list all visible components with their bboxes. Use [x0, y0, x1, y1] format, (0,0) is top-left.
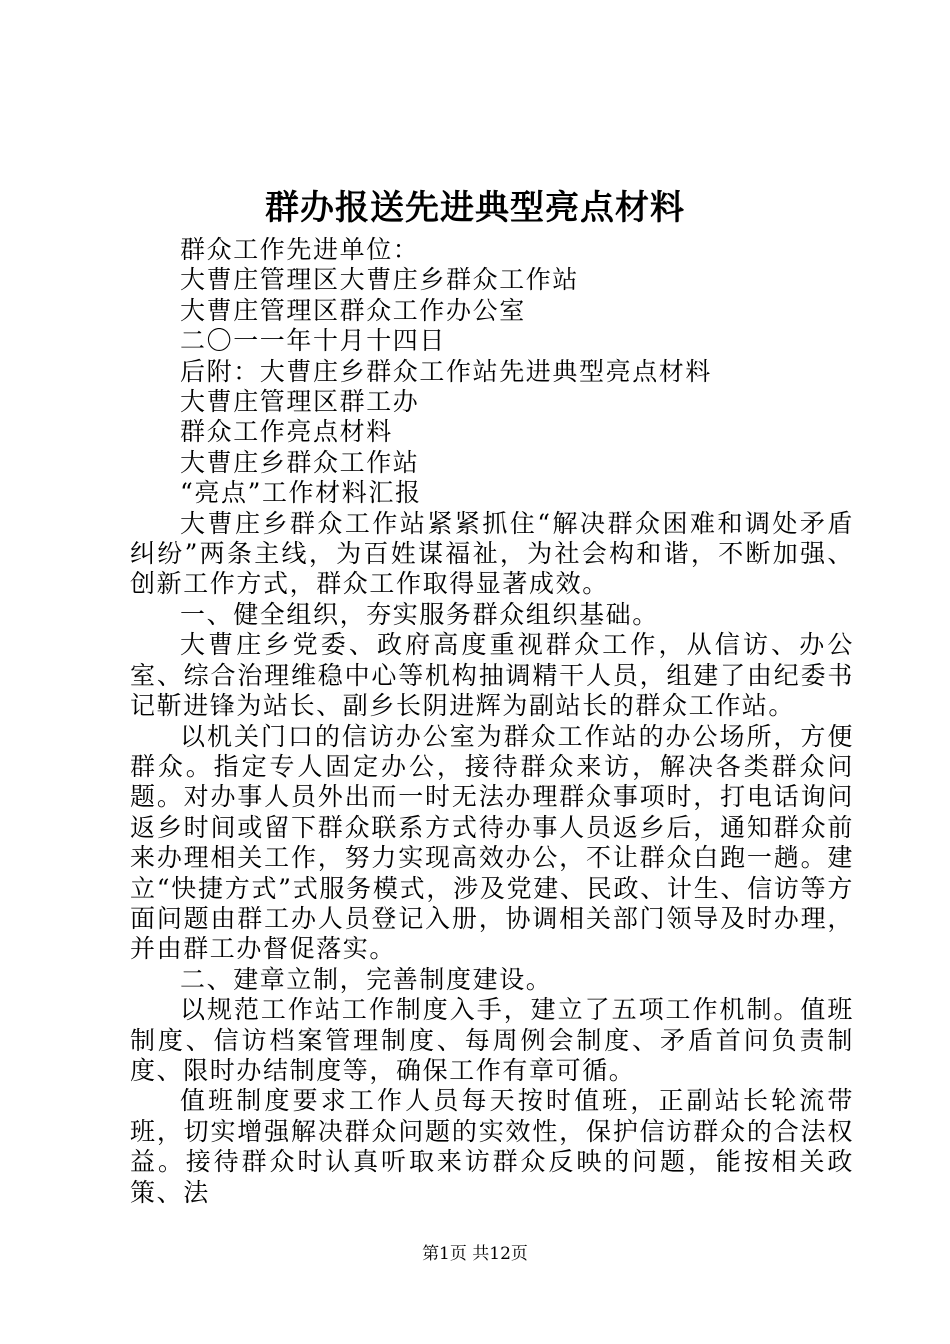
paragraph-issuer: 大曹庄管理区群工办: [180, 387, 420, 417]
paragraph-attachment: 后附：大曹庄乡群众工作站先进典型亮点材料: [180, 356, 713, 386]
paragraph-station: 大曹庄乡群众工作站: [180, 447, 420, 477]
document-body: [130, 235, 854, 1208]
page-footer: 第1页 共12页: [422, 1244, 528, 1264]
paragraph-duty-system: 值班制度要求工作人员每天按时值班，正副站长轮流带班，切实增强解决群众问题的实效性，保护信访群众的合法权益。接待群众时认真听取来访群众反映的问题，能按相关政策、法: [130, 1086, 854, 1207]
document-title: 群办报送先进典型亮点材料: [265, 188, 685, 228]
paragraph-intro: 大曹庄乡群众工作站紧紧抓住“解决群众困难和调处矛盾纠纷”两条主线，为百姓谋福祉，为社会构和谐，不断加强、创新工作方式，群众工作取得显著成效。: [130, 508, 854, 599]
paragraph-office: 以机关门口的信访办公室为群众工作站的办公场所，方便群众。指定专人固定办公，接待群众来访，解决各类群众问题。对办事人员外出而一时无法办理群众事项时，打电话询问返乡时间或留下群众联系方式待办事人员返乡后，通知群众前来办理相关工作，努力实现高效办公，不让群众白跑一趟。建立“快捷方式”式服务模式，涉及党建、民政、计生、信访等方面问题由群工办人员登记入册，协调相关部门领导及时办理，并由群工办督促落实。: [130, 721, 854, 964]
section-heading-2: 二、建章立制，完善制度建设。: [180, 964, 553, 994]
paragraph-subtitle: 群众工作亮点材料: [180, 417, 393, 447]
paragraph-mechanisms: 以规范工作站工作制度入手，建立了五项工作机制。值班制度、信访档案管理制度、每周例会制度、矛盾首问负责制度、限时办结制度等，确保工作有章可循。: [130, 995, 854, 1085]
paragraph-unit-heading: 群众工作先进单位：: [180, 235, 420, 264]
paragraph-report-title: “亮点”工作材料汇报: [180, 478, 422, 508]
section-heading-1: 一、健全组织，夯实服务群众组织基础。: [180, 599, 659, 629]
paragraph-organization: 大曹庄乡党委、政府高度重视群众工作，从信访、办公室、综合治理维稳中心等机构抽调精干人员，组建了由纪委书记靳进锋为站长、副乡长阴进辉为副站长的群众工作站。: [130, 630, 854, 721]
paragraph-unit-2: 大曹庄管理区群众工作办公室: [180, 295, 526, 325]
paragraph-date: 二〇一一年十月十四日: [180, 326, 447, 356]
paragraph-unit-1: 大曹庄管理区大曹庄乡群众工作站: [180, 265, 580, 295]
